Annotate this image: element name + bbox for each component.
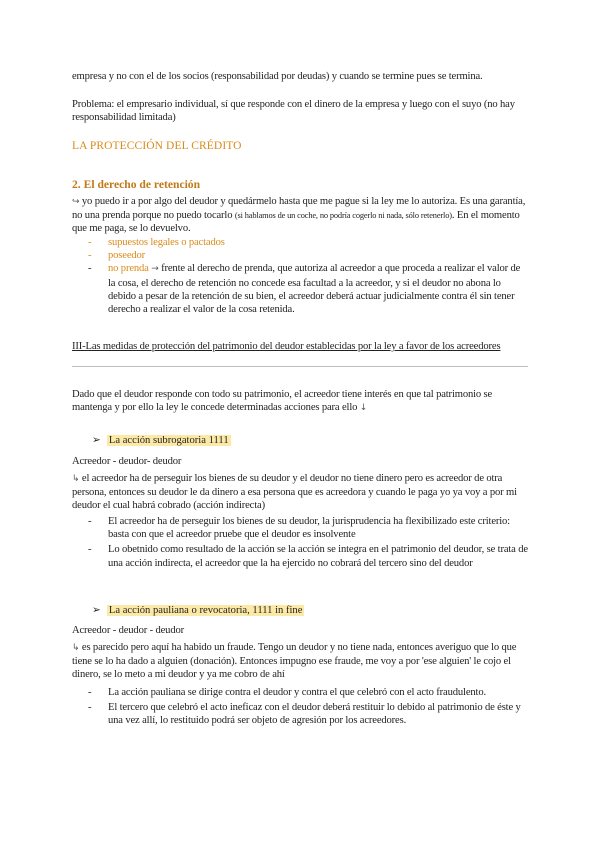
retencion-list	[88, 236, 528, 316]
list-item: - El acreedor ha de perseguir los bienes de su deudor, la jurisprudencia ha flexibilizado este criterio: basta con que el acreedor pruebe que el deudor es insolvente	[88, 515, 528, 541]
list-item: - Lo obetnido como resultado de la acción se la acción se integra en el patrimonio del deudor, se trata de una acción indirecta, el acreedor que la ha ejercido no cobrará del tercero sino del deudor	[88, 543, 528, 569]
no-prenda-text: frente al derecho de prenda, que autoriza al acreedor a que proceda a realizar el valor de la cosa, el derecho de retención no concede esa facultad a la acreedor, y si el deudor no abona lo debido a pesar de la retención de su bien, el acreedor deberá actuar judicialmente contra él sin tener derecho a realizar el valor de la cosa retenida.	[108, 263, 521, 316]
list-item: - supuestos legales o pactados	[88, 236, 528, 249]
pauliana-list	[88, 686, 528, 728]
arrowhead-bullet-icon: ➢	[92, 435, 101, 446]
curved-arrow-icon: ↪	[72, 197, 80, 207]
pauliana-title: La acción pauliana o revocatoria, 1111 in fine	[108, 605, 303, 616]
intro-paragraph: empresa y no con el de los socios (responsabilidad por deudas) y cuando se termine pues se termina.	[72, 71, 483, 82]
retencion-text-b: . En el momento que me paga, se lo devuelvo.	[72, 210, 520, 235]
subrogatoria-heading	[92, 434, 231, 448]
return-arrow-icon: ↳	[72, 474, 80, 484]
retencion-text-small: (si hablamos de un coche, no podría cogerlo ni nada, sólo retenerlo)	[234, 211, 452, 221]
section-3-title: III-Las medidas de protección del patrimonio del deudor establecidas por la ley a favor de los acreedores	[72, 341, 501, 352]
subrogatoria-text: el acreedor ha de perseguir los bienes de su deudor y el deudor no tiene dinero pero es acreedor de otra persona, entonces su deudor le da dinero a esa persona que es acreedora y cuando le paga yo ya voy a por mi deudor el cual habrá cobrado (acción indirecta)	[72, 473, 517, 512]
retencion-text-a: yo puedo ir a por algo del deudor y quedármelo hasta que me pague si la ley me lo autoriza. Es una garantía, no una prenda porque no puedo tocarlo	[72, 196, 526, 222]
down-arrow-icon: ↓	[359, 403, 368, 414]
subrogatoria-title: La acción subrogatoria 1111	[108, 435, 229, 446]
problema-paragraph: Problema: el empresario individual, sí que responde con el dinero de la empresa y luego con el suyo (no hay responsabilidad limitada)	[72, 99, 515, 124]
right-arrow-icon: →	[151, 264, 159, 275]
list-item	[88, 262, 528, 316]
arrowhead-bullet-icon: ➢	[92, 605, 101, 616]
list-item: - El tercero que celebró el acto ineficaz con el deudor deberá restituir lo debido al patrimonio de éste y una vez allí, lo restituido podrá ser objeto de agresión por los acreedores.	[88, 701, 528, 727]
list-item: - La acción pauliana se dirige contra el deudor y contra el que celebró con el acto fraudulento.	[88, 686, 528, 699]
pauliana-text: es parecido pero aquí ha habido un fraude. Tengo un deudor y no tiene nada, entonces averiguo que lo que tiene se lo ha dado a alguien (donación). Entonces impugno ese fraude, me voy a por 'ese alguien' le cojo el dinero, se lo meto a mi deudor y ya me cobro de ahí	[72, 642, 517, 681]
pauliana-parties: Acreedor - deudor - deudor	[72, 625, 184, 636]
subrogatoria-paragraph	[72, 472, 530, 513]
retencion-heading: 2. El derecho de retención	[72, 178, 201, 191]
return-arrow-icon: ↳	[72, 643, 80, 653]
section-3-intro	[72, 388, 530, 415]
list-item: - poseedor	[88, 249, 528, 262]
section-divider	[72, 366, 528, 367]
section-3-intro-text: Dado que el deudor responde con todo su patrimonio, el acreedor tiene interés en que tal patrimonio se mantenga y por ello la ley le concede determinadas acciones para ello	[72, 389, 493, 414]
pauliana-paragraph	[72, 641, 530, 682]
subrogatoria-parties: Acreedor - deudor- deudor	[72, 456, 182, 467]
main-heading: LA PROTECCIÓN DEL CRÉDITO	[72, 140, 242, 152]
pauliana-heading	[92, 604, 304, 618]
no-prenda-label: no prenda	[108, 263, 149, 275]
retencion-paragraph	[72, 195, 530, 236]
subrogatoria-list	[88, 515, 528, 570]
